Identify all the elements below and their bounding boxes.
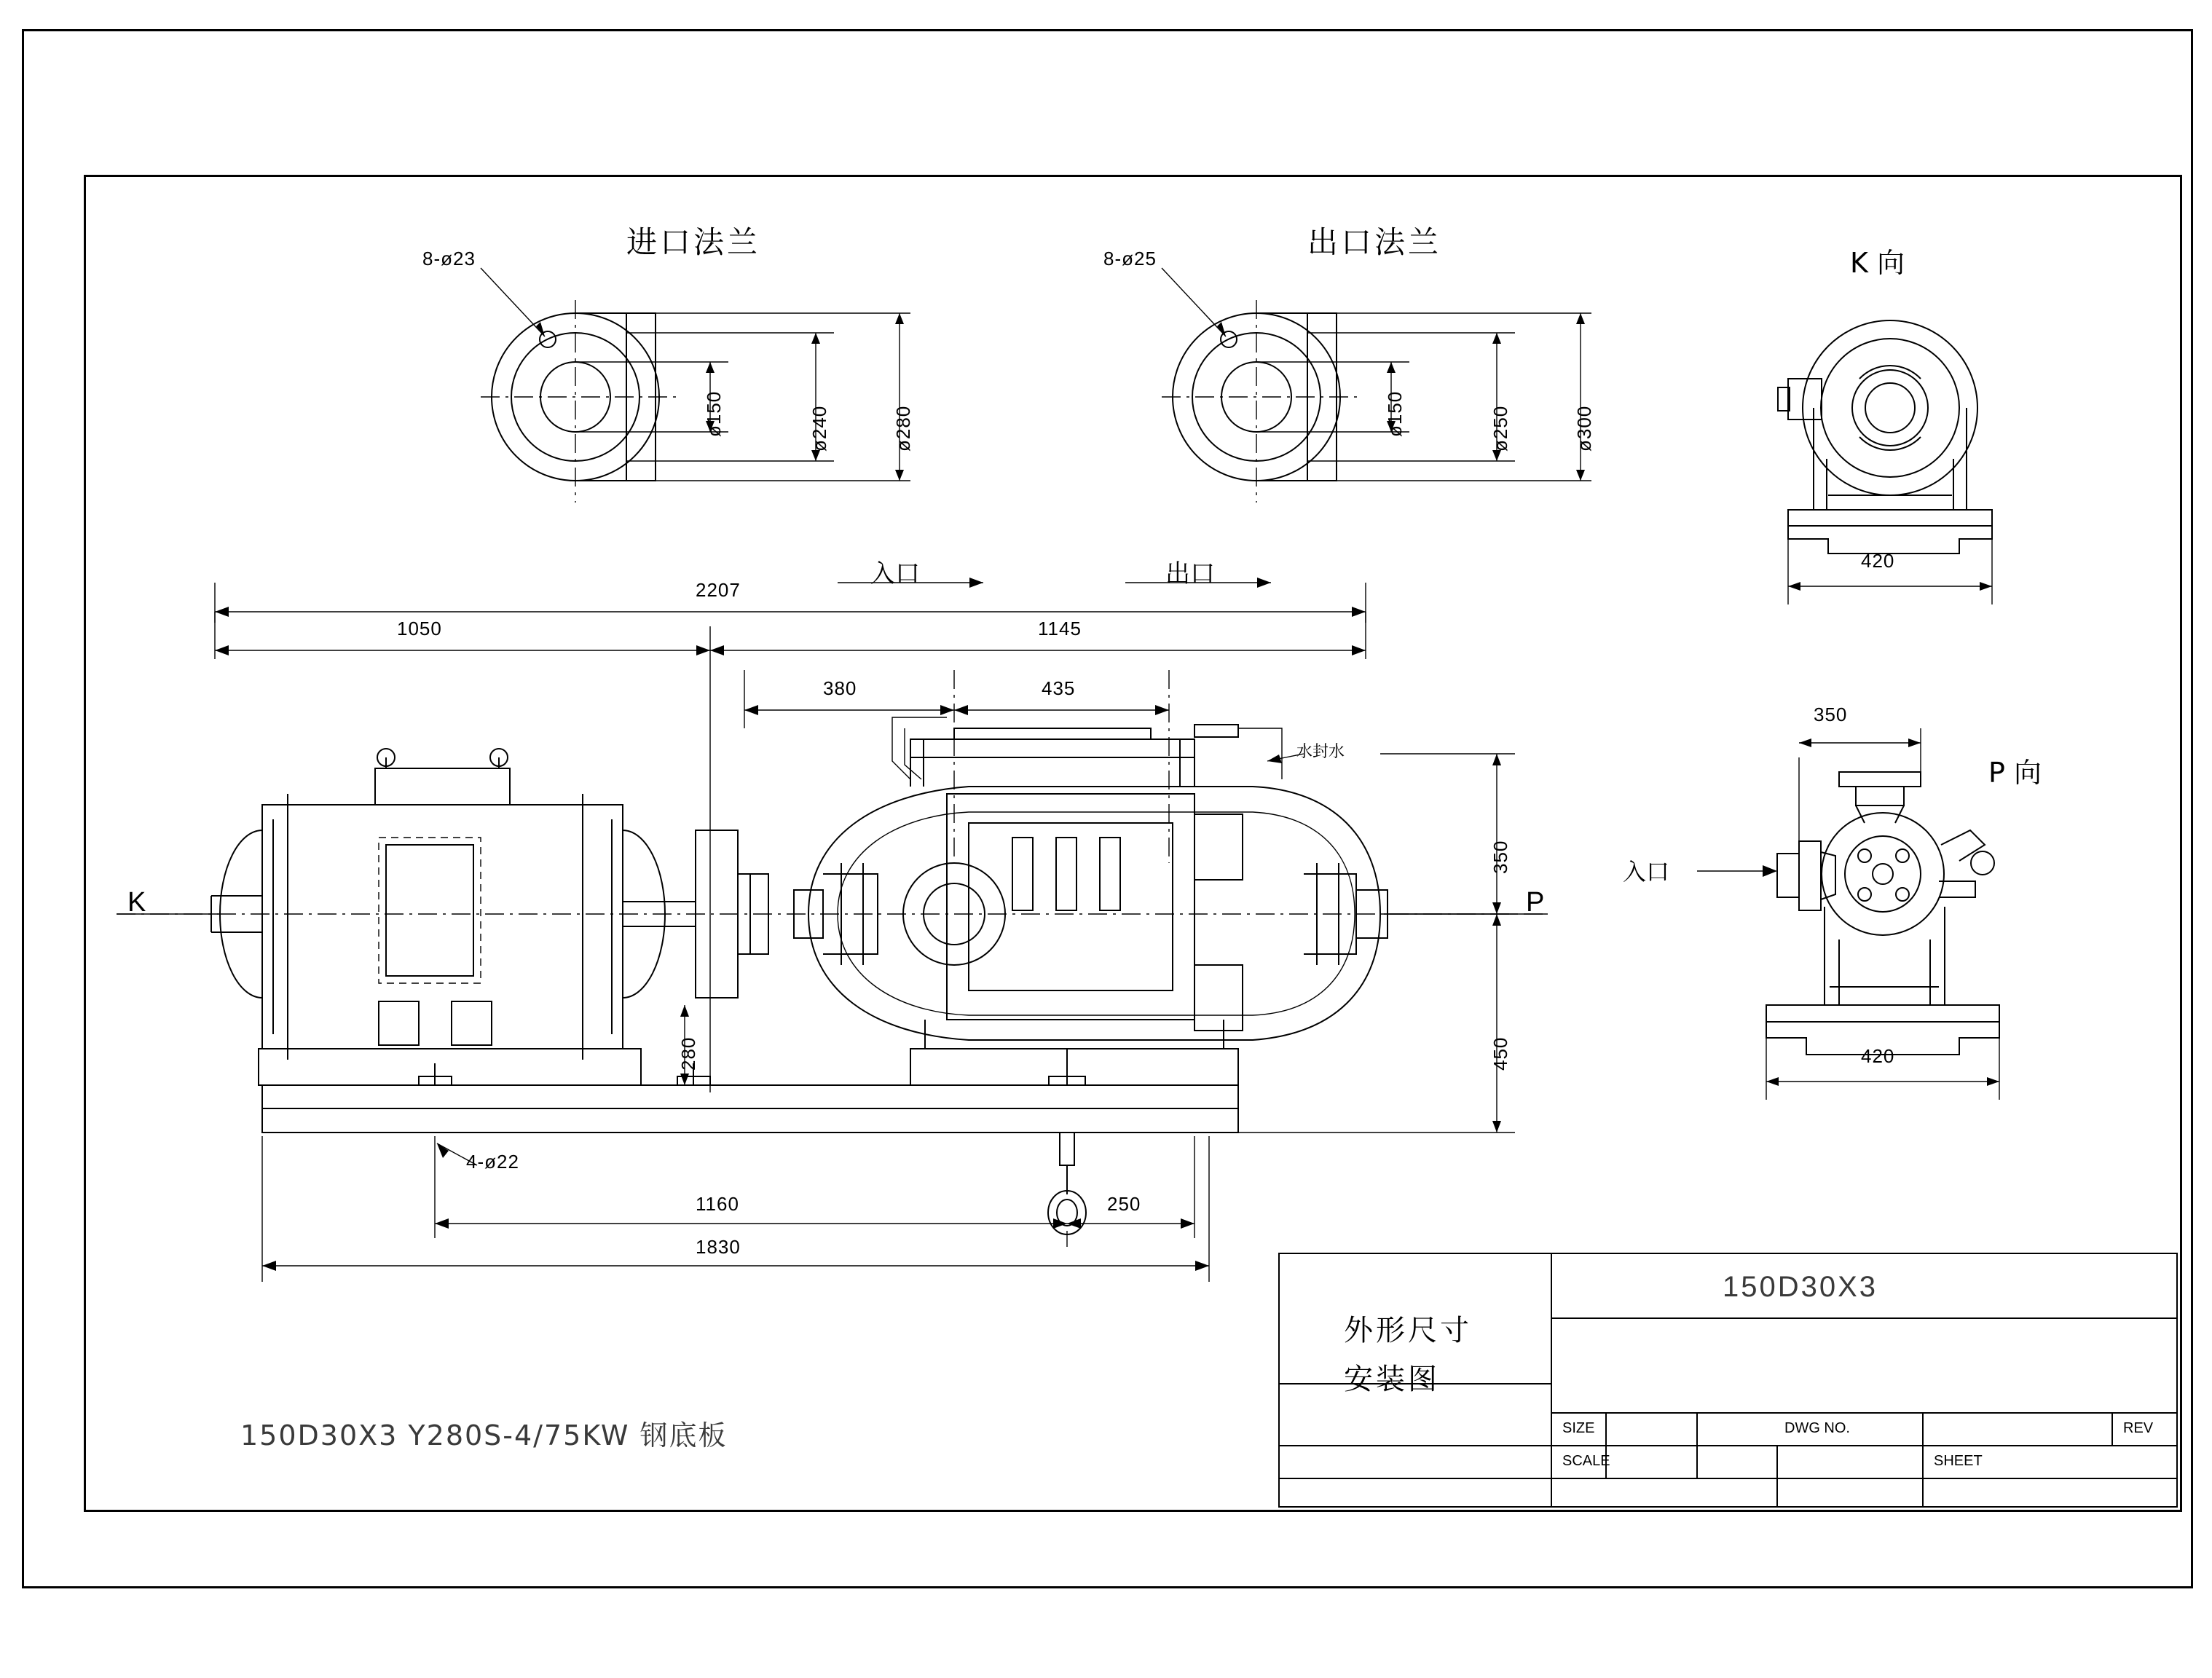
inlet-flange-bolt-circle-dim: ø240 <box>808 405 830 452</box>
p-view-base-width-dim: 420 <box>1861 1045 1895 1067</box>
title-block-title-line2: 安装图 <box>1344 1363 1440 1396</box>
main-dim-350: 350 <box>1489 840 1511 874</box>
title-block-sheet-label: SHEET <box>1934 1453 1983 1469</box>
title-block-dwgno-label: DWG NO. <box>1784 1420 1850 1436</box>
main-dim-1830: 1830 <box>696 1236 741 1258</box>
main-dim-380: 380 <box>823 677 857 699</box>
seal-water-label: 水封水 <box>1296 743 1345 761</box>
main-dim-435: 435 <box>1042 677 1076 699</box>
main-outlet-label: 出口 <box>1165 559 1215 588</box>
title-block-rev-label: REV <box>2123 1420 2154 1436</box>
marker-k: K <box>127 887 146 918</box>
outlet-flange-outer-dim: ø300 <box>1573 405 1595 452</box>
outlet-flange-bore-dim: ø150 <box>1384 390 1406 437</box>
main-dim-2207: 2207 <box>696 579 741 601</box>
inlet-flange-bore-dim: ø150 <box>703 390 725 437</box>
k-view-base-width-dim: 420 <box>1861 550 1895 572</box>
main-dim-1050: 1050 <box>397 618 442 639</box>
inlet-flange-geometry <box>481 268 910 503</box>
title-block-drawing-name: 150D30X3 <box>1723 1271 1878 1303</box>
marker-p: P <box>1526 887 1545 918</box>
title-block-title-line1: 外形尺寸 <box>1344 1314 1472 1347</box>
p-view-top-width-dim: 350 <box>1814 704 1848 725</box>
main-dim-280: 280 <box>677 1036 699 1071</box>
p-view-title: P 向 <box>1988 757 2042 789</box>
main-base-holes-note: 4-ø22 <box>466 1151 519 1173</box>
p-view-inlet-label: 入口 <box>1623 858 1670 886</box>
main-dim-450: 450 <box>1489 1036 1511 1071</box>
outlet-flange-bolt-note: 8-ø25 <box>1103 248 1157 269</box>
footer-note: 150D30X3 Y280S-4/75KW 钢底板 <box>240 1419 728 1451</box>
main-inlet-label: 入口 <box>870 559 920 588</box>
outlet-flange-geometry <box>1162 268 1591 503</box>
title-block-scale-label: SCALE <box>1562 1453 1610 1469</box>
outlet-flange-bolt-circle-dim: ø250 <box>1489 405 1511 452</box>
p-view-geometry <box>1697 728 1999 1100</box>
title-block-size-label: SIZE <box>1562 1420 1595 1436</box>
k-view-title: K 向 <box>1850 247 1905 279</box>
inlet-flange-title: 进口法兰 <box>626 224 761 260</box>
inlet-flange-bolt-note: 8-ø23 <box>422 248 476 269</box>
inlet-flange-outer-dim: ø280 <box>892 405 914 452</box>
main-dim-1145: 1145 <box>1038 618 1082 639</box>
main-dim-250: 250 <box>1107 1193 1141 1215</box>
outlet-flange-title: 出口法兰 <box>1307 224 1442 260</box>
main-dim-1160: 1160 <box>696 1193 739 1215</box>
